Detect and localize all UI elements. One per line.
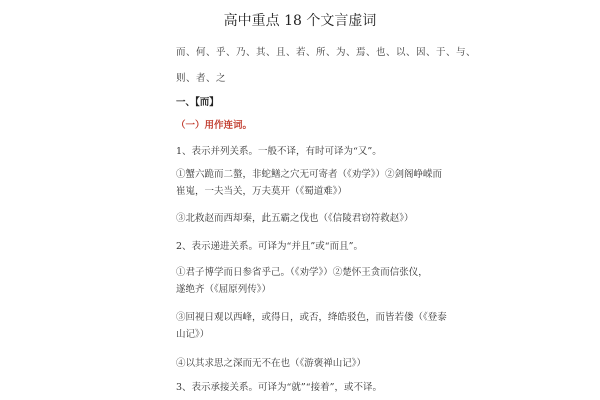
example-2e: ④以其求思之深而无不在也（《游褒禅山记》） bbox=[176, 358, 367, 369]
word-list-line-2: 则、者、之 bbox=[176, 73, 227, 84]
section-heading: 一、【而】 bbox=[176, 97, 219, 108]
word-list-line-1: 而、何、乎、乃、其、且、若、所、为、焉、也、以、因、于、与、 bbox=[176, 47, 477, 58]
example-1b: 崔嵬，一夫当关，万夫莫开（《蜀道难》） bbox=[176, 186, 348, 197]
example-2c: ③回视日观以西峰，或得日，或否，绛皓驳色，而皆若偻（《登泰 bbox=[176, 312, 447, 323]
usage-point-3: 3、表示承接关系。可译为“就”“接着”，或不译。 bbox=[176, 382, 382, 393]
example-2d: 山记》） bbox=[176, 329, 210, 340]
example-1a: ①蟹六跪而二螯，非蛇鳝之穴无可寄者（《劝学》）②剑阁峥嵘而 bbox=[176, 169, 443, 180]
page-title: 高中重点 18 个文言虚词 bbox=[223, 13, 377, 29]
example-2a: ①君子博学而日参省乎己。（《劝学》）②楚怀王贪而信张仪， bbox=[176, 267, 428, 278]
usage-point-1: 1、表示并列关系。一般不译，有时可译为“又”。 bbox=[176, 146, 382, 157]
usage-point-2: 2、表示递进关系。可译为“并且”或“而且”。 bbox=[176, 241, 363, 252]
example-2b: 遂绝齐（《屈原列传》） bbox=[176, 284, 272, 295]
example-1c: ③北救赵而西却秦，此五霸之伐也（《信陵君窃符救赵》） bbox=[176, 213, 414, 224]
section-subheading: （一）用作连词。 bbox=[176, 120, 253, 131]
